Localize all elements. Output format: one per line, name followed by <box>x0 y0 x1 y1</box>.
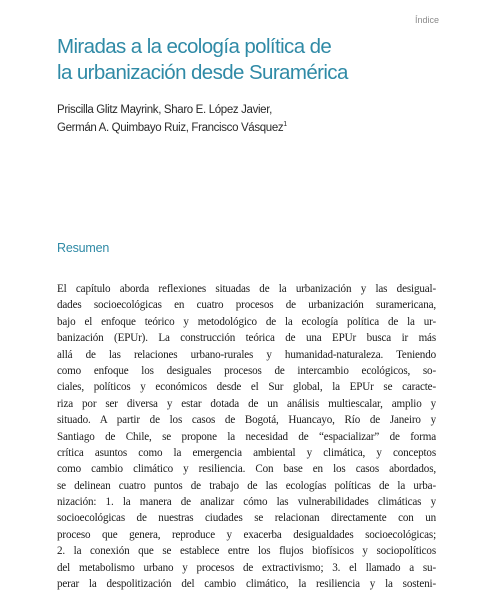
abstract-line: como enfoque los desiguales procesos de intercambio ecológicos, so- <box>57 364 436 377</box>
abstract-line: banización (EPUr). La construcción teórica de una EPUr busca ir más <box>57 332 436 345</box>
author-footnote-marker[interactable]: 1 <box>283 121 287 128</box>
chapter-title-line-2: la urbanización desde Suramérica <box>57 61 348 84</box>
abstract-line: perar la despolitización del cambio climático, la resiliencia y la sosteni- <box>57 578 436 591</box>
abstract-line: proceso que genera, reproduce y exacerba desigualdades socioecológicas; <box>57 528 436 541</box>
abstract-line: bajo el enfoque teórico y metodológico de la ecología política de la ur- <box>57 315 436 328</box>
abstract-line: allá de las relaciones urbano-rurales y humanidad-naturaleza. Teniendo <box>57 348 436 361</box>
authors-line-1: Priscilla Glitz Mayrink, Sharo E. López Javier, <box>57 104 272 116</box>
abstract-line: dades socioecológicas en cuatro procesos de urbanización suramericana, <box>57 299 436 312</box>
abstract-line: nización: 1. la manera de analizar cómo las vulnerabilidades climáticas y <box>57 496 436 509</box>
abstract-line: se delinean cuatro puntos de trabajo de las ecologías políticas de la urba- <box>57 479 436 492</box>
abstract-line: ciales, políticos y económicos desde el Sur global, la EPUr se caracte- <box>57 381 436 394</box>
chapter-authors <box>57 101 447 137</box>
abstract-line: situado. A partir de los casos de Bogotá, Huancayo, Río de Janeiro y <box>57 414 436 427</box>
abstract-line: riza por ser diversa y estar dotada de un análisis multiescalar, amplio y <box>57 397 436 410</box>
abstract-body <box>57 281 436 600</box>
abstract-line: Santiago de Chile, se propone la necesidad de “espacializar” de forma <box>57 430 436 443</box>
index-link[interactable]: Índice <box>414 15 439 25</box>
abstract-line: socioecológicas de nuestras ciudades se relacionan directamente con un <box>57 512 436 525</box>
chapter-title-line-1: Miradas a la ecología política de <box>57 35 332 58</box>
abstract-line: El capítulo aborda reflexiones situadas de la urbanización y las desigual- <box>57 283 436 295</box>
abstract-line: 2. la conexión que se establece entre los flujos biofísicos y sociopolíticos <box>57 545 436 558</box>
abstract-line: del metabolismo urbano y procesos de extractivismo; 3. el llamado a su- <box>57 561 436 574</box>
abstract-line: como cambio climático y resiliencia. Con base en los casos abordados, <box>57 463 436 476</box>
authors-line-2: Germán A. Quimbayo Ruiz, Francisco Vásquez <box>57 122 284 134</box>
abstract-heading: Resumen <box>57 241 110 255</box>
abstract-line: crítica asuntos como la emergencia ambiental y climática, y conceptos <box>57 446 436 459</box>
chapter-title <box>57 34 447 86</box>
